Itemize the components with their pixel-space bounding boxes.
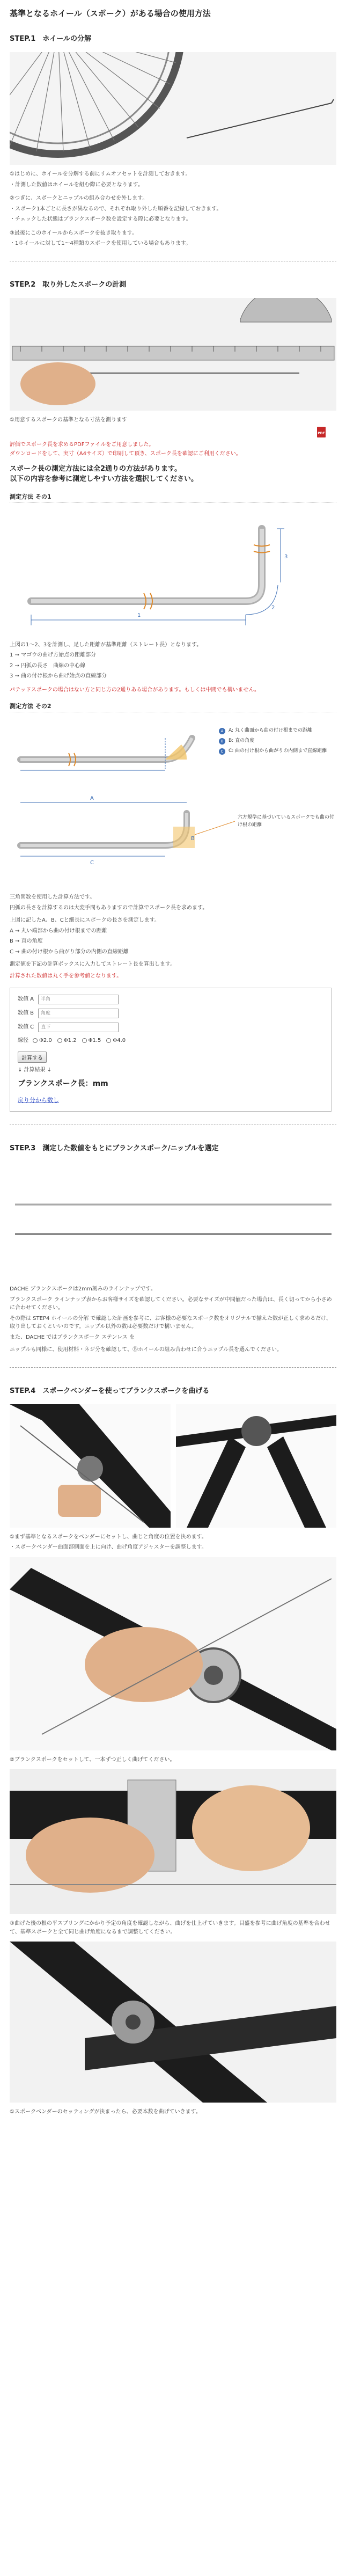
step4-note: ・スポークベンダー曲面部側面を上に向け、曲げ角度アジャスターを調整します。 [10, 1544, 207, 1551]
step1-note: ②つぎに、スポークとニップルの組み合わせを外します。 [10, 195, 148, 202]
calc-label-c: 数値 C [18, 1024, 34, 1031]
size-option[interactable] [106, 1037, 126, 1045]
step4-note: ①スポークベンダーのセッティングが決まったら、必要本数を曲げていきます。 [10, 2109, 201, 2115]
legend-text: A: 丸く曲面から曲の付け根までの距離 [229, 728, 312, 734]
pdf-download-row [10, 427, 326, 437]
calc-input-a[interactable] [38, 995, 119, 1004]
legend-key-a: A [219, 728, 225, 734]
calc-row-a [18, 995, 323, 1004]
radio-icon[interactable] [106, 1038, 111, 1043]
lead-line: スポーク長の測定方法には全2通りの方法があります。 [10, 464, 182, 473]
step1-note: ③最後にこのホイールからスポークを抜き取ります。 [10, 230, 137, 236]
calc-label-b: 数値 B [18, 1010, 34, 1017]
step1-note: ・計測した数値はホイールを組む際に必要となります。 [10, 181, 143, 188]
lead-line: 以下の内容を参考に測定しやすい方法を選択してください。 [10, 475, 198, 484]
step3-note: ブランクスポーク ラインナップ表からお客様サイズを確認してください。必要なサイズが中間値だった場合は、長く切ってから小さめに合わせてください。 [10, 1296, 332, 1311]
bender-photo-right [176, 1404, 336, 1528]
calc-label-a: 数値 A [18, 996, 34, 1003]
divider [10, 1367, 336, 1368]
spoke-calculator [10, 988, 332, 1112]
size-option-label: Φ1.5 [88, 1038, 101, 1044]
radio-icon[interactable] [33, 1038, 38, 1043]
measure-method-lead [10, 464, 336, 485]
step3-note: その際は STEP4 ホイールの分解 で確認した計画を参考に、お客様の必要なスポーク数をオリジナルで揃えた数が正しく求めるだけ、取り出しておくといいのです。ニップル以外の数は必要数だけで構いません。 [10, 1315, 332, 1330]
pdf-note: 評価でスポーク長を求めるPDFファイルをご用意しました。 [10, 441, 154, 448]
method2-note: 計算された数値は丸く手を参考値となります。 [10, 973, 122, 979]
step3-note: DACHE ブランクスポークは2mm刻みのラインナップです。 [10, 1286, 156, 1293]
calc-row-size [18, 1037, 323, 1045]
calc-input-c[interactable] [38, 1023, 119, 1032]
step4-note: ②ブランクスポークをセットして、一本ずつ正しく曲げてください。 [10, 1756, 175, 1763]
step1-heading: STEP.1 ホイールの分解 [10, 35, 91, 43]
method2-note: 円弧の長さを計算するのは大変手間もありますので計算でスポーク長を求めます。 [10, 904, 208, 911]
calc-result-heading: ↓ 計算結果 ↓ [18, 1067, 52, 1073]
radio-icon[interactable] [57, 1038, 62, 1043]
legend-item [219, 727, 332, 735]
method2-note: 測定値を下記の計算ボックスに入力してストレート長を算出します。 [10, 961, 176, 968]
method1-warning: パテッドスポークの場合はない方と同じ方の2通りある場合があります。もしくは中間でも構いません。 [10, 687, 260, 693]
size-option-label: Φ1.2 [63, 1038, 77, 1044]
step1-section [10, 34, 336, 261]
legend-item [219, 738, 332, 745]
method2-diagram-wrap [10, 717, 336, 891]
method1-note: 2 → 円弧の長さ 曲線の中心線 [10, 662, 86, 669]
legend-key-b: B [219, 738, 225, 745]
calc-result: ブランクスポーク長：mm [18, 1079, 108, 1089]
step1-note: ①はじめに、ホイールを分解する前にリムオフセットを計測しておきます。 [10, 171, 191, 178]
pdf-icon[interactable]: PDF [317, 427, 326, 437]
step2-heading: STEP.2 取り外したスポークの計測 [10, 280, 127, 289]
svg-text:B: B [191, 836, 195, 842]
calc-label-size: 線径 [18, 1038, 28, 1044]
pdf-note: ダウンロードをして、実寸（A4サイズ）で印刷して頂き、スポーク長を確認にご利用ください。 [10, 451, 241, 457]
step3-note: ニップルも同様に、使用材料・ネジ分を確認して、Ⓑホイールの組み合わせに合うニップル長を選んでください。 [10, 1347, 282, 1353]
step2-photo-note: ①用意するスポークの基準となる寸法を測ります [10, 417, 127, 424]
method2-legend [219, 727, 332, 758]
legend-item [219, 748, 332, 755]
legend-text: C: 曲の付け根から曲がりの内側まで直線距離 [229, 748, 327, 754]
svg-text:C: C [90, 860, 94, 866]
dim-label-3: 3 [284, 553, 288, 560]
size-option-label: Φ2.0 [39, 1038, 52, 1044]
step2-section [10, 280, 336, 1125]
step4-heading: STEP.4 スポークベンダーを使ってブランクスポークを曲げる [10, 1386, 210, 1395]
step3-section [10, 1143, 336, 1368]
dim-label-2: 2 [271, 604, 275, 611]
calculate-button[interactable]: 計算する [18, 1052, 47, 1063]
method2-callout: 六方規準に基づいているスポークでも曲の付け根の距離 [238, 815, 335, 828]
method2-note: B → 直の角度 [10, 938, 43, 945]
step1-note: ・スポーク1本ごとに長さが異なるので、それぞれ取り外した順番を記録しておきます。 [10, 206, 222, 212]
calc-row-b [18, 1009, 323, 1018]
method2-note: A → 丸い端部から曲の付け根までの距離 [10, 928, 107, 934]
legend-text: B: 直の角度 [229, 738, 255, 744]
step1-note: ・チェックした状態はブランクスポーク数を設定する際に必要となります。 [10, 216, 192, 223]
bender-final-photo [10, 1942, 336, 2103]
method2-note: C → 曲の付け根から曲がり部分の内側の直線距離 [10, 948, 129, 955]
method2-note: 上図に記したA、B、Cと細長にスポークの長さを測定します。 [10, 917, 160, 924]
method1-diagram [10, 507, 336, 636]
method2-heading: 測定方法 その2 [10, 702, 336, 712]
step3-note: また、DACHE ではブランクスポーク ステンレス を [10, 1334, 135, 1340]
step4-section [10, 1386, 336, 2117]
spoke-measurement-photo [10, 298, 336, 411]
calc-reset-link[interactable]: 戻り分から数し [18, 1096, 59, 1104]
method1-note: 1 → マゴウの曲げ方始点の距離部分 [10, 652, 97, 659]
page-title: 基準となるホイール（スポーク）がある場合の使用方法 [10, 9, 211, 18]
method1-note: 上図の1～2、3を計測し、足した距離が基準距離（ストレート長）となります。 [10, 641, 202, 648]
method1-heading: 測定方法 その1 [10, 492, 336, 503]
bender-photo-row [10, 1404, 336, 1528]
step1-note: ・1ホイールに対して1～4種類のスポークを使用している場合もあります。 [10, 240, 192, 247]
svg-text:A: A [90, 796, 94, 802]
step4-note: ①まず基準となるスポークをベンダーにセットし、曲じと角度の位置を決めます。 [10, 1534, 207, 1540]
bender-setting-photo [10, 1557, 336, 1750]
calc-row-c [18, 1023, 323, 1032]
wheel-disassembly-photo [10, 52, 336, 165]
method1-note: 3 → 曲の付け根から曲げ始点の直線部分 [10, 673, 107, 680]
dim-label-1: 1 [137, 612, 141, 618]
size-option-label: Φ4.0 [113, 1038, 126, 1044]
blank-spokes-photo [10, 1162, 336, 1280]
step3-heading: STEP.3 測定した数値をもとにブランクスポーク/ニップルを選定 [10, 1144, 219, 1152]
method2-note: 三角関数を使用した計算方法です。 [10, 894, 95, 901]
calc-input-b[interactable] [38, 1009, 119, 1018]
bender-bending-photo [10, 1769, 336, 1914]
radio-icon[interactable] [82, 1038, 87, 1043]
bender-photo-left [10, 1404, 171, 1528]
size-option[interactable] [33, 1037, 52, 1045]
size-option[interactable] [82, 1037, 101, 1045]
size-option[interactable] [57, 1037, 77, 1045]
legend-key-c: C [219, 748, 225, 755]
size-radio-group [33, 1037, 126, 1045]
step4-note: ③曲げた後の根の平スプリングにかかり予定の角度を確認しながら、曲げを仕上げていきます。目盛を参考に曲げ角度の基準を合わせて、基準スポークと全て同じ曲げ角度になるまで調整してください。 [10, 1921, 330, 1935]
